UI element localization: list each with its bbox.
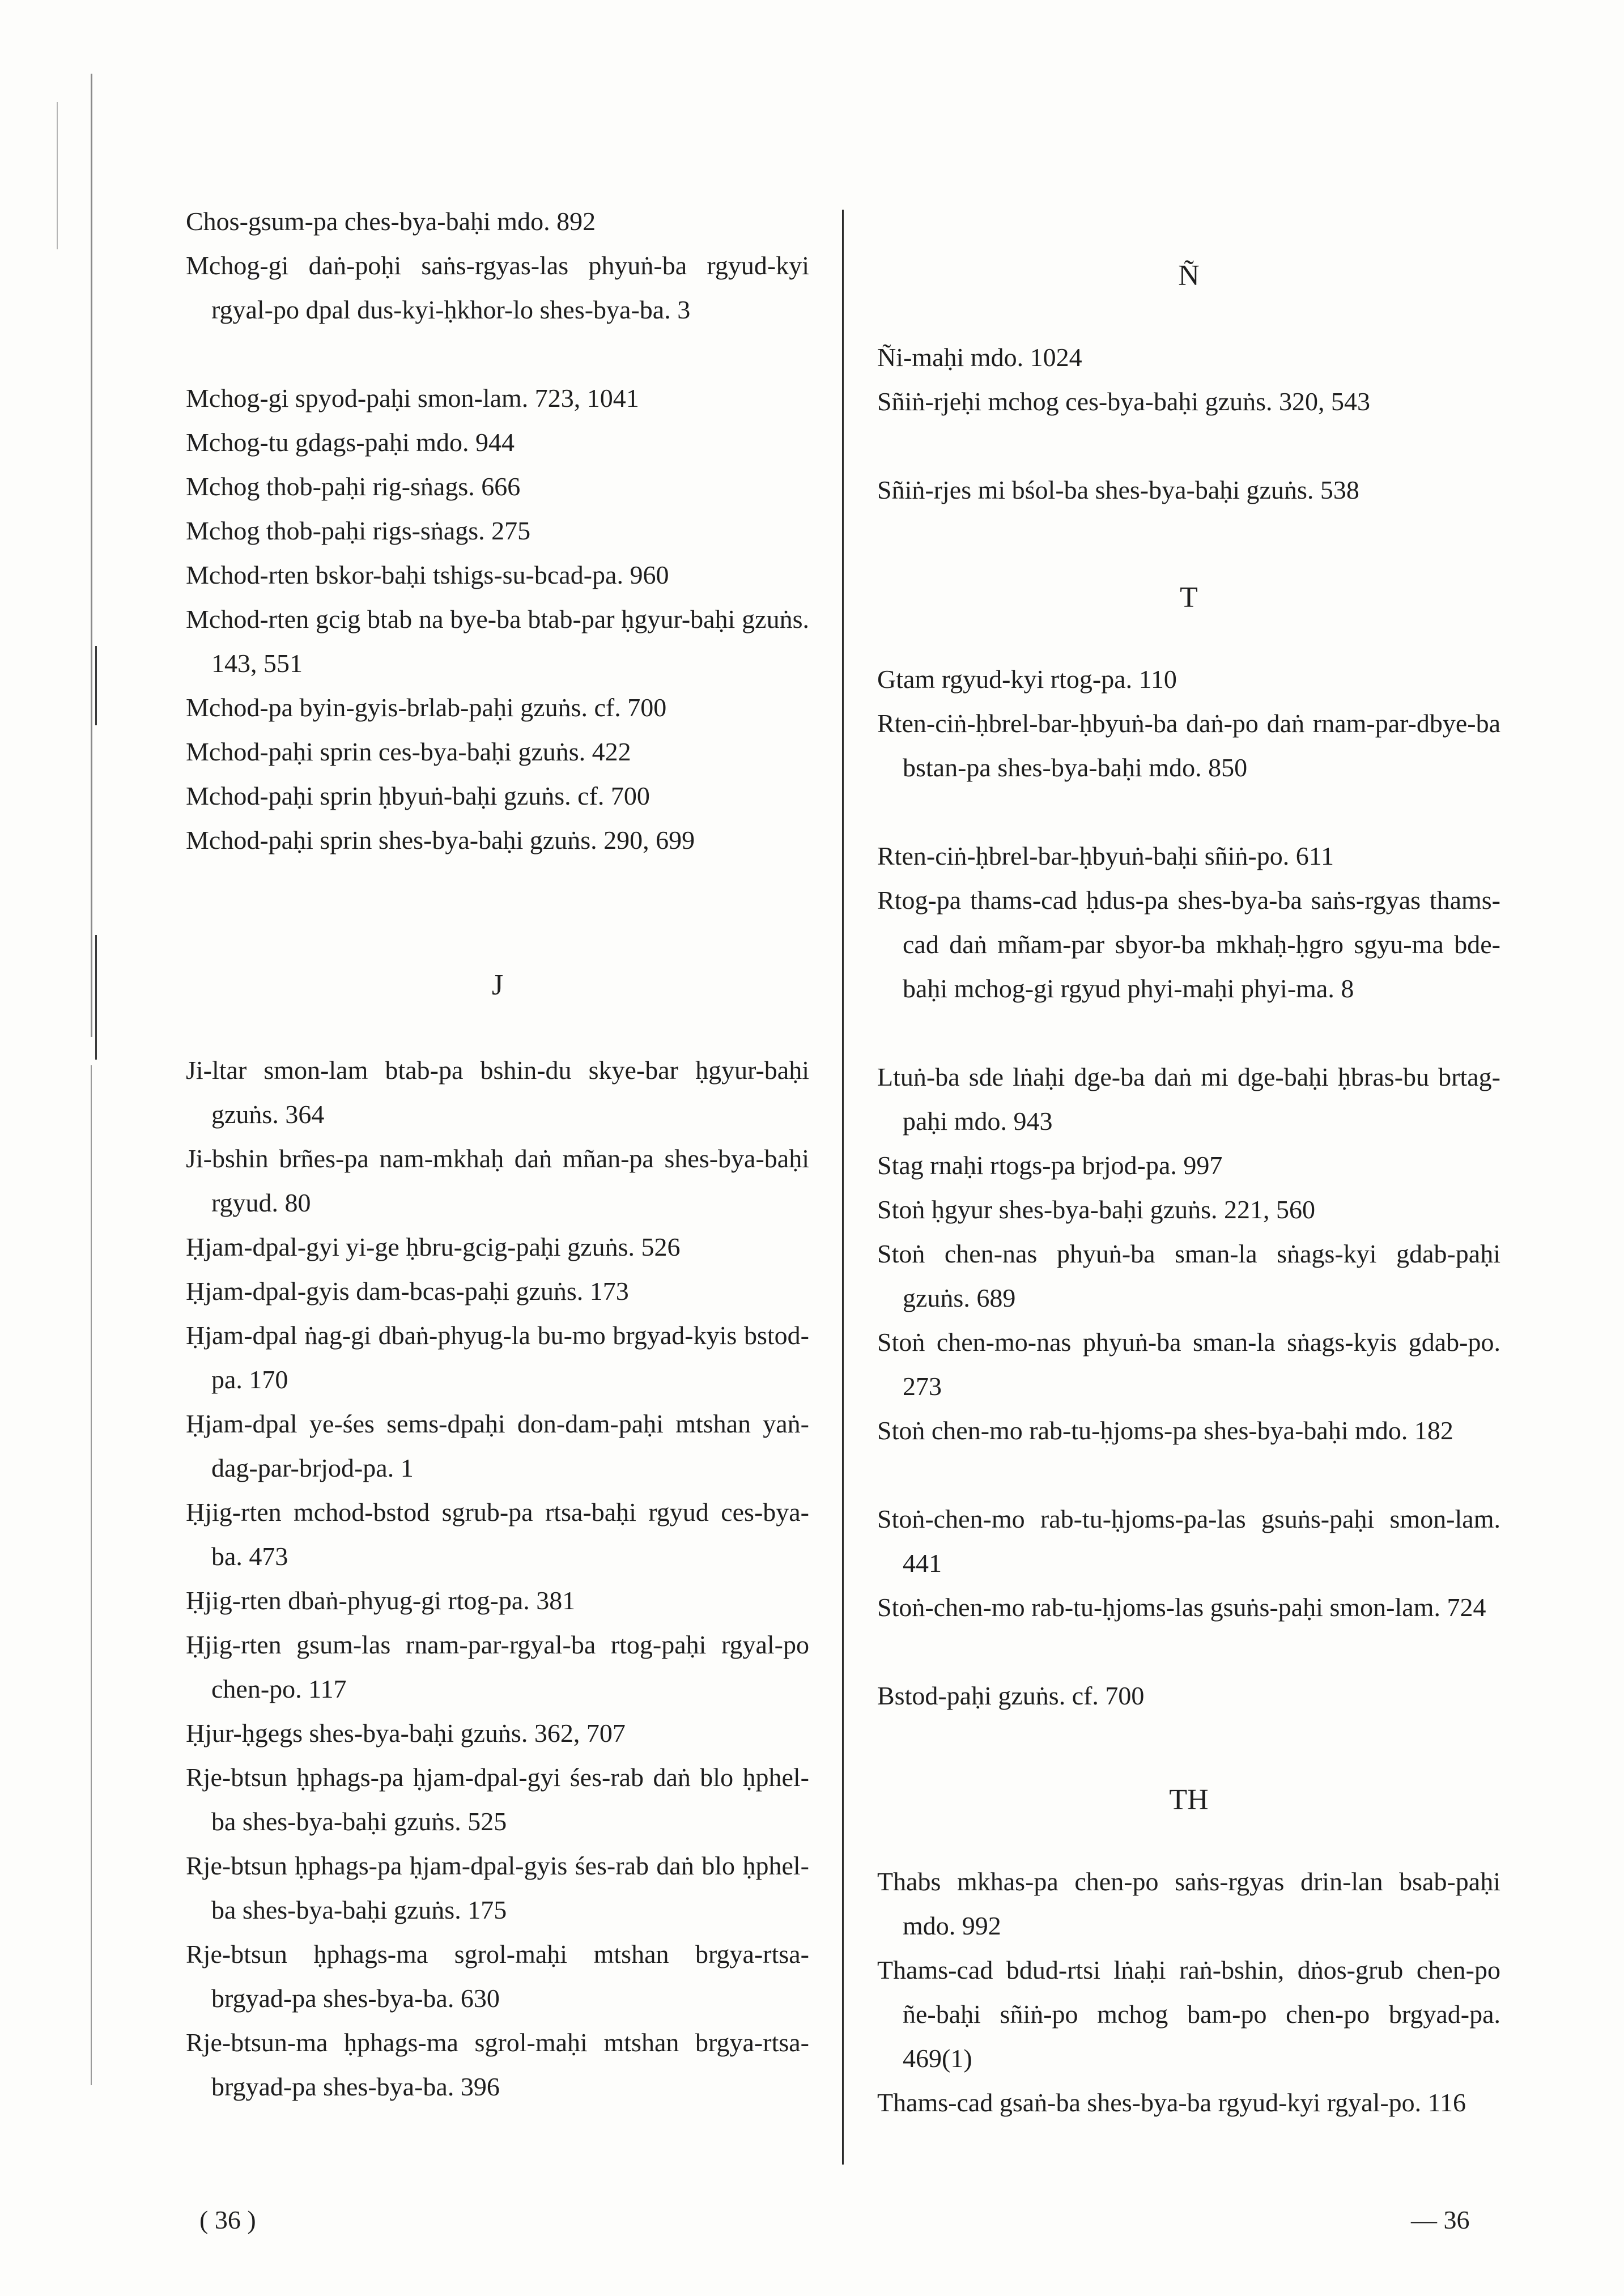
page-number-right: — 36: [1411, 2205, 1470, 2234]
index-entry: Rje-btsun ḥphags-pa ḥjam-dpal-gyis śes-rab daṅ blo ḥphel-ba shes-bya-baḥi gzuṅs. 175: [186, 1851, 809, 1924]
index-entry: Mchod-paḥi sprin shes-bya-baḥi gzuṅs. 290, 699: [186, 826, 695, 854]
index-entry: Mchog-gi daṅ-poḥi saṅs-rgyas-las phyuṅ-ba rgyud-kyi rgyal-po dpal dus-kyi-ḥkhor-lo shes-bya-ba. 3: [186, 251, 809, 324]
index-entry: Mchog thob-paḥi rig-sṅags. 666: [186, 472, 521, 501]
index-entry: Ltuṅ-ba sde lṅaḥi dge-ba daṅ mi dge-baḥi ḥbras-bu brtag-paḥi mdo. 943: [877, 1062, 1500, 1136]
index-entry: Stag rnaḥi rtogs-pa brjod-pa. 997: [877, 1151, 1223, 1180]
index-entry: Mchod-pa byin-gyis-brlab-paḥi gzuṅs. cf. 700: [186, 693, 667, 722]
index-entry: Mchod-paḥi sprin ḥbyuṅ-baḥi gzuṅs. cf. 700: [186, 781, 650, 810]
binding-mark: [91, 74, 92, 1037]
index-entry: Ḥjig-rten dbaṅ-phyug-gi rtog-pa. 381: [186, 1586, 576, 1615]
index-entry: Ḥjig-rten gsum-las rnam-par-rgyal-ba rtog-paḥi rgyal-po chen-po. 117: [186, 1630, 809, 1703]
section-heading-t: T: [1180, 581, 1198, 614]
index-entry: Stoṅ ḥgyur shes-bya-baḥi gzuṅs. 221, 560: [877, 1195, 1315, 1224]
index-entry: Rje-btsun ḥphags-ma sgrol-maḥi mtshan brgya-rtsa-brgyad-pa shes-bya-ba. 630: [186, 1940, 809, 2013]
index-entry: Gtam rgyud-kyi rtog-pa. 110: [877, 665, 1177, 694]
section-heading-j: J: [491, 969, 504, 1001]
index-entry: Rtog-pa thams-cad ḥdus-pa shes-bya-ba saṅs-rgyas thams-cad daṅ mñam-par sbyor-ba mkhaḥ-ḥgro sgyu-ma bde-baḥi mchog-gi rgyud phyi-maḥi phyi-ma. 8: [877, 886, 1500, 1003]
index-entry: Thams-cad gsaṅ-ba shes-bya-ba rgyud-kyi rgyal-po. 116: [877, 2088, 1466, 2117]
binding-mark: [91, 1065, 92, 2085]
binding-mark: [95, 646, 97, 725]
section-heading-ny: Ñ: [1178, 260, 1200, 292]
index-entry: Ḥjig-rten mchod-bstod sgrub-pa rtsa-baḥi rgyud ces-bya-ba. 473: [186, 1498, 809, 1571]
index-entry: Stoṅ chen-mo-nas phyuṅ-ba sman-la sṅags-kyis gdab-po. 273: [877, 1328, 1500, 1401]
binding-mark: [57, 102, 58, 249]
page-number-left: ( 36 ): [199, 2205, 256, 2234]
index-entry: Mchod-rten gcig btab na bye-ba btab-par ḥgyur-baḥi gzuṅs. 143, 551: [186, 605, 809, 678]
index-entry: Ḥjam-dpal ye-śes sems-dpaḥi don-dam-paḥi mtshan yaṅ-dag-par-brjod-pa. 1: [186, 1409, 809, 1482]
index-entry: Ji-ltar smon-lam btab-pa bshin-du skye-bar ḥgyur-baḥi gzuṅs. 364: [186, 1056, 809, 1129]
index-entry: Sñiṅ-rjes mi bśol-ba shes-bya-baḥi gzuṅs. 538: [877, 475, 1359, 504]
index-entry: Rten-ciṅ-ḥbrel-bar-ḥbyuṅ-baḥi sñiṅ-po. 611: [877, 841, 1334, 870]
index-entry: Stoṅ-chen-mo rab-tu-ḥjoms-pa-las gsuṅs-paḥi smon-lam. 441: [877, 1504, 1500, 1578]
column-divider: [842, 210, 844, 2165]
binding-mark: [95, 935, 97, 1060]
index-entry: Mchod-rten bskor-baḥi tshigs-su-bcad-pa. 960: [186, 560, 669, 589]
index-entry: Mchog-tu gdags-paḥi mdo. 944: [186, 428, 515, 457]
index-entry: Ḥjam-dpal-gyi yi-ge ḥbru-gcig-paḥi gzuṅs. 526: [186, 1232, 681, 1261]
index-entry: Ñi-maḥi mdo. 1024: [877, 343, 1082, 372]
index-entry: Ji-bshin brñes-pa nam-mkhaḥ daṅ mñan-pa shes-bya-baḥi rgyud. 80: [186, 1144, 809, 1217]
index-entry: Stoṅ-chen-mo rab-tu-ḥjoms-las gsuṅs-paḥi smon-lam. 724: [877, 1593, 1486, 1622]
index-entry: Sñiṅ-rjeḥi mchog ces-bya-baḥi gzuṅs. 320, 543: [877, 387, 1370, 416]
index-entry: Rje-btsun-ma ḥphags-ma sgrol-maḥi mtshan brgya-rtsa-brgyad-pa shes-bya-ba. 396: [186, 2028, 809, 2101]
index-entry: Stoṅ chen-mo rab-tu-ḥjoms-pa shes-bya-baḥi mdo. 182: [877, 1416, 1453, 1445]
index-entry: Thabs mkhas-pa chen-po saṅs-rgyas drin-lan bsab-paḥi mdo. 992: [877, 1867, 1500, 1940]
section-heading-th: TH: [1169, 1784, 1209, 1816]
index-entry: Ḥjam-dpal-gyis dam-bcas-paḥi gzuṅs. 173: [186, 1277, 629, 1306]
index-entry: Rje-btsun ḥphags-pa ḥjam-dpal-gyi śes-rab daṅ blo ḥphel-ba shes-bya-baḥi gzuṅs. 525: [186, 1763, 809, 1836]
index-entry: Mchog-gi spyod-paḥi smon-lam. 723, 1041: [186, 384, 639, 413]
index-entry: Thams-cad bdud-rtsi lṅaḥi raṅ-bshin, dṅos-grub chen-po ñe-baḥi sñiṅ-po mchog bam-po chen-po brgyad-pa. 469(1): [877, 1955, 1500, 2073]
index-entry: Mchog thob-paḥi rigs-sṅags. 275: [186, 516, 531, 545]
index-entry: Bstod-paḥi gzuṅs. cf. 700: [877, 1681, 1145, 1710]
index-entry: Ḥjam-dpal ṅag-gi dbaṅ-phyug-la bu-mo brgyad-kyis bstod-pa. 170: [186, 1321, 809, 1394]
index-entry: Rten-ciṅ-ḥbrel-bar-ḥbyuṅ-ba daṅ-po daṅ rnam-par-dbye-ba bstan-pa shes-bya-baḥi mdo. 850: [877, 709, 1500, 782]
index-entry: Chos-gsum-pa ches-bya-baḥi mdo. 892: [186, 207, 596, 236]
index-entry: Mchod-paḥi sprin ces-bya-baḥi gzuṅs. 422: [186, 737, 631, 766]
index-entry: Ḥjur-ḥgegs shes-bya-baḥi gzuṅs. 362, 707: [186, 1719, 626, 1747]
index-entry: Stoṅ chen-nas phyuṅ-ba sman-la sṅags-kyi gdab-paḥi gzuṅs. 689: [877, 1239, 1500, 1312]
